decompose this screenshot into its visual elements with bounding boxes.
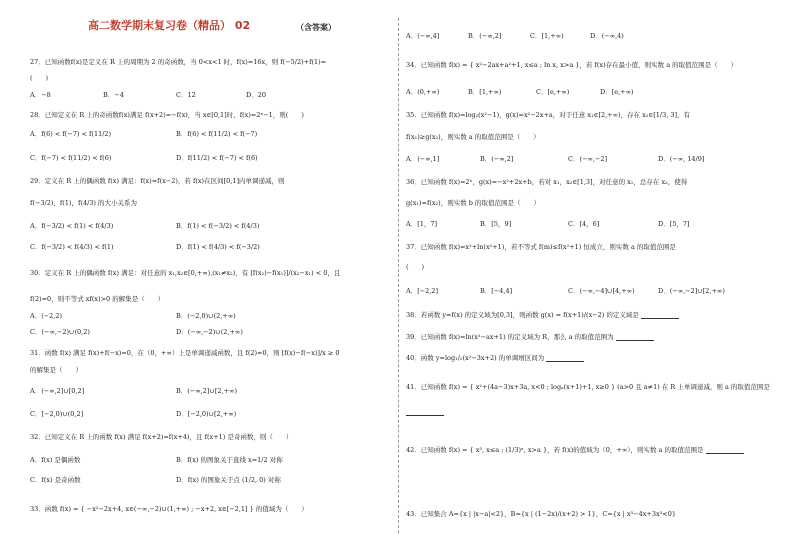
q36-stem: 36．已知函数 f(x)=2ˣ，g(x)=−x²+2x+b，若对 x₁，x₂∈[1,3]，对任意的 x₁，总存在 x₂，使得 <box>406 178 688 186</box>
q29-option-b: B．f(1) < f(−3/2) < f(4/3) <box>176 222 260 230</box>
q35-option-c: C．(−∞,−2] <box>568 155 608 163</box>
q34-option-d: D．[e,+∞) <box>600 88 634 96</box>
q41-stem: 41．已知函数 f(x) = { x²+(4a−3)x+3a, x<0 ; logₐ(x+1)+1, x≥0 } (a>0 且 a≠1) 在 R 上单调递减，则 a 的取值范围是 <box>406 383 770 391</box>
q30-option-b: B．(−2,0)∪(2,+∞) <box>176 312 236 320</box>
q28-option-b: B．f(6) < f(11/2) < f(−7) <box>176 130 258 138</box>
q31-option-c: C．[−2,0)∪(0,2] <box>30 410 84 418</box>
q35-stem-2: f(x₁)≥g(x₂)，则实数 a 的取值范围是（ ） <box>406 133 540 141</box>
q42-answer-blank[interactable] <box>706 447 744 454</box>
q32-stem: 32．已知定义在 R 上的函数 f(x) 满足 f(x+2)=f(x+4)，且 f(x+1) 是奇函数，则（ ） <box>30 433 293 441</box>
q33-option-b: B．(−∞,2] <box>468 32 502 40</box>
q33-option-d: D．(−∞,4) <box>590 32 624 40</box>
q36-option-d: D．[5，7] <box>658 220 690 228</box>
q28-option-d: D．f(11/2) < f(−7) < f(6) <box>176 154 258 162</box>
q34-option-c: C．[e,+∞) <box>536 88 570 96</box>
q32-option-c: C．f(x) 是奇函数 <box>30 476 81 484</box>
q31-option-a: A．(−∞,2]∪[0,2] <box>30 387 85 395</box>
q37-option-b: B．[−4,4] <box>480 287 513 295</box>
q27-option-d: D．20 <box>246 91 266 99</box>
q34-option-b: B．[1,+∞) <box>468 88 502 96</box>
q33-option-c: C．[1,+∞) <box>530 32 564 40</box>
q39-stem <box>406 333 654 341</box>
q36-option-b: B．[5，9] <box>480 220 512 228</box>
q39-answer-blank[interactable] <box>616 334 654 341</box>
q30-option-a: A．(−2,2) <box>30 312 63 320</box>
q35-option-b: B．(−∞,2] <box>480 155 514 163</box>
q37-option-c: C．(−∞,−4]∪[4,+∞) <box>568 287 635 295</box>
q31-stem-2: 的解集是（ ） <box>30 366 82 374</box>
q42-stem <box>406 446 744 454</box>
q37-stem-2: ( ) <box>406 263 425 271</box>
q31-option-d: D．[−2,0)∪[2,+∞) <box>176 410 237 418</box>
q40-answer-blank[interactable] <box>546 355 584 362</box>
q32-option-a: A．f(x) 是偶函数 <box>30 456 81 464</box>
q30-stem: 30．定义在 R 上的偶函数 f(x) 满足：对任意的 x₁,x₂∈[0,+∞),(x₁≠x₂)，有 [f(x₂)−f(x₁)]/(x₂−x₁) < 0，且 <box>30 269 341 277</box>
q28-option-c: C．f(−7) < f(11/2) < f(6) <box>30 154 112 162</box>
q40-stem <box>406 354 584 362</box>
q41-answer-blank[interactable] <box>406 409 444 416</box>
q29-stem: 29．定义在 R 上的偶函数 f(x) 满足：f(x)=f(x−2)，若 f(x)在区间[0,1]内单调递减，则 <box>30 177 285 185</box>
answer-tag: （含答案） <box>296 23 336 32</box>
q32-option-d: D．f(x) 的图象关于点 (1/2, 0) 对称 <box>176 476 281 484</box>
q35-stem: 35．已知函数 f(x)=log₂(x²−1)，g(x)=x²−2x+a，对于任意 x₁∈[2,+∞)，存在 x₂∈[1/3, 3]，有 <box>406 111 691 119</box>
q38-text: 38．若函数 y=f(x) 的定义域为[0,3]，则函数 g(x) = f(x+1)/(x−2) 的定义域是 <box>406 311 639 319</box>
q33-option-a: A．(−∞,4] <box>406 32 440 40</box>
q27-paren: ( ) <box>30 74 49 82</box>
q29-option-a: A．f(−3/2) < f(1) < f(4/3) <box>30 222 114 230</box>
q27-stem: 27．已知函数f(x)是定义在 R 上的周期为 2 的奇函数，当 0<x<1 时，f(x)=16x，则 f(−5/2)+f(1)= <box>30 58 327 66</box>
q38-answer-blank[interactable] <box>641 312 679 319</box>
q36-option-a: A．[1，7] <box>406 220 438 228</box>
q40-text: 40．函数 y=log₁/₂(x²−3x+2) 的单调增区间为 <box>406 354 545 362</box>
q28-option-a: A．f(6) < f(−7) < f(11/2) <box>30 130 112 138</box>
q34-option-a: A．(0,+∞) <box>406 88 440 96</box>
q42-text: 42．已知函数 f(x) = { x³, x≤a ; (1/3)ˣ, x>a }，若 f(x)的值域为（0，+∞），则实数 a 的取值范围是 <box>406 446 704 454</box>
q41-answer-line <box>406 408 444 416</box>
q33-stem: 33．函数 f(x) = { −x²−2x+4, x∈(−∞,−2)∪(1,+∞) ; −x+2, x∈[−2,1] } 的值域为（ ） <box>30 505 308 513</box>
page-title: 高二数学期末复习卷（精品） 02 <box>88 19 251 32</box>
q28-stem: 28．已知定义在 R 上的奇函数f(x)满足 f(x+2)=−f(x)，当 x∈[0,1]时，f(x)=2ˣ−1，则( ) <box>30 111 304 119</box>
q37-stem: 37．已知函数 f(x)=x²+ln(x²+1)，若不等式 f(m)≤f(x²+1) 恒成立，则实数 a 的取值范围是 <box>406 243 676 251</box>
q36-stem-2: g(x₁)=f(x₂)，则实数 b 的取值范围是（ ） <box>406 199 540 207</box>
q31-option-b: B．(−∞,2]∪[2,+∞) <box>176 387 237 395</box>
right-column <box>400 0 794 550</box>
q34-stem: 34．已知函数 f(x) = { x²−2ax+a²+1, x≤a ; ln x, x>a }，若 f(x)存在最小值，则实数 a 的取值范围是（ ） <box>406 61 738 69</box>
q36-option-c: C．[4，6] <box>568 220 600 228</box>
q38-stem <box>406 311 679 319</box>
q31-stem: 31．函数 f(x) 满足 f(x)+f(−x)=0，在（0，+∞）上是单调递减函数，且 f(2)=0，则 [f(x)−f(−x)]/x ≥ 0 <box>30 349 340 357</box>
q32-option-b: B．f(x) 的图象关于直线 x=1/2 对称 <box>176 456 283 464</box>
q30-option-c: C．(−∞,−2)∪(0,2) <box>30 328 90 336</box>
q27-option-b: B．−4 <box>103 91 124 99</box>
q37-option-a: A．[−2,2] <box>406 287 439 295</box>
q29-stem-2: f(−3/2)，f(1)，f(4/3) 的大小关系为 <box>30 199 138 207</box>
q30-option-d: D．(−∞,−2)∪(2,+∞) <box>176 328 243 336</box>
q35-option-d: D．(−∞, 14/9] <box>658 155 705 163</box>
q37-option-d: D．(−∞,−2]∪[2,+∞) <box>658 287 725 295</box>
q27-option-a: A．−8 <box>30 91 51 99</box>
q29-option-d: D．f(1) < f(4/3) < f(−3/2) <box>176 243 260 251</box>
q27-option-c: C．12 <box>176 91 196 99</box>
q30-stem-2: f(2)=0，则不等式 xf(x)>0 的解集是（ ） <box>30 295 165 303</box>
q43-stem: 43．已知集合 A={x | |x−a|<2}，B={x | (1−2x)/(x+2) > 1}，C={x | x³−4x+3x³<0} <box>406 510 676 518</box>
q29-option-c: C．f(−3/2) < f(4/3) < f(1) <box>30 243 114 251</box>
q35-option-a: A．(−∞,1] <box>406 155 440 163</box>
q39-text: 39．已知函数 f(x)=ln(x²−ax+1) 的定义域为 R，那么 a 的取值范围为 <box>406 333 614 341</box>
